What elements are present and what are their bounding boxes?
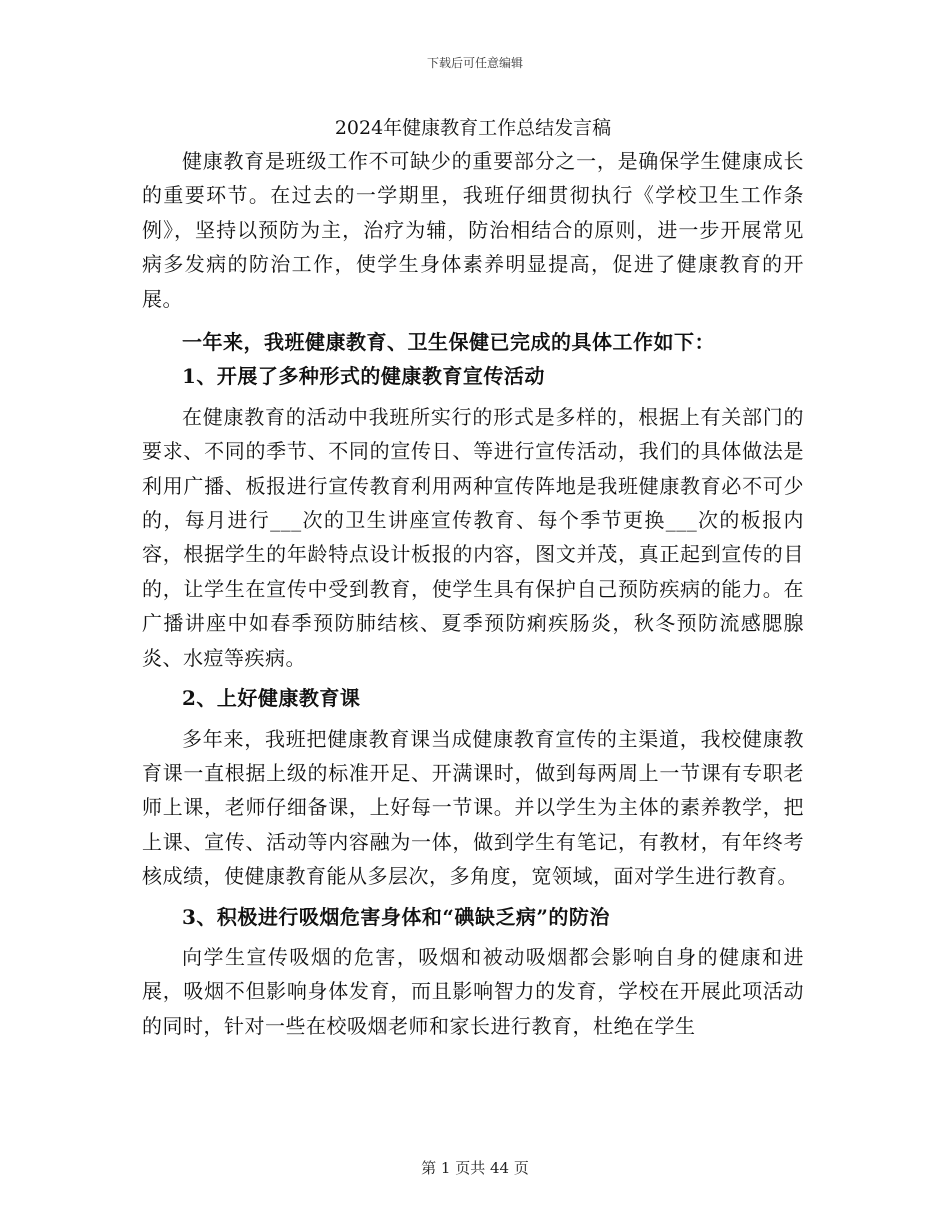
section1-paragraph: 在健康教育的活动中我班所实行的形式是多样的，根据上有关部门的要求、不同的季节、不同的宣传日、等进行宣传活动，我们的具体做法是利用广播、板报进行宣传教育利用两种宣传阵地是我班健康教育必不可少的，每月进行___次的卫生讲座宣传教育、每个季节更换___次的板报内容，根据学生的年龄特点设计板报的内容，图文并茂，真正起到宣传的目的，让学生在宣传中受到教育，使学生具有保护自己预防疾病的能力。在广播讲座中如春季预防肺结核、夏季预防痢疾肠炎，秋冬预防流感腮腺炎、水痘等疾病。 bbox=[142, 404, 804, 670]
page-header-note: 下载后可任意编辑 bbox=[426, 56, 523, 70]
document-title: 2024年健康教育工作总结发言稿 bbox=[334, 117, 612, 139]
document-body bbox=[142, 112, 804, 1043]
section2-heading: 2、上好健康教育课 bbox=[182, 686, 361, 711]
section1-heading: 1、开展了多种形式的健康教育宣传活动 bbox=[182, 364, 545, 389]
intro-paragraph: 健康教育是班级工作不可缺少的重要部分之一，是确保学生健康成长的重要环节。在过去的一学期里，我班仔细贯彻执行《学校卫生工作条例》，坚持以预防为主，治疗为辅，防治相结合的原则，进一步开展常见病多发病的防治工作，使学生身体素养明显提高，促进了健康教育的开展。 bbox=[142, 149, 804, 311]
section3-paragraph: 向学生宣传吸烟的危害，吸烟和被动吸烟都会影响自身的健康和进展，吸烟不但影响身体发育，而且影响智力的发育，学校在开展此项活动的同时，针对一些在校吸烟老师和家长进行教育，杜绝在学生 bbox=[142, 944, 804, 1038]
section2-paragraph: 多年来，我班把健康教育课当成健康教育宣传的主渠道，我校健康教育课一直根据上级的标准开足、开满课时，做到每两周上一节课有专职老师上课，老师仔细备课，上好每一节课。并以学生为主体的素养教学，把上课、宣传、活动等内容融为一体，做到学生有笔记，有教材，有年终考核成绩，使健康教育能从多层次，多角度，宽领域，面对学生进行教育。 bbox=[142, 726, 804, 889]
section3-heading: 3、积极进行吸烟危害身体和“碘缺乏病”的防治 bbox=[182, 904, 610, 929]
lead-heading: 一年来，我班健康教育、卫生保健已完成的具体工作如下： bbox=[182, 330, 715, 355]
page-number-footer: 第 1 页共 44 页 bbox=[421, 1159, 529, 1177]
